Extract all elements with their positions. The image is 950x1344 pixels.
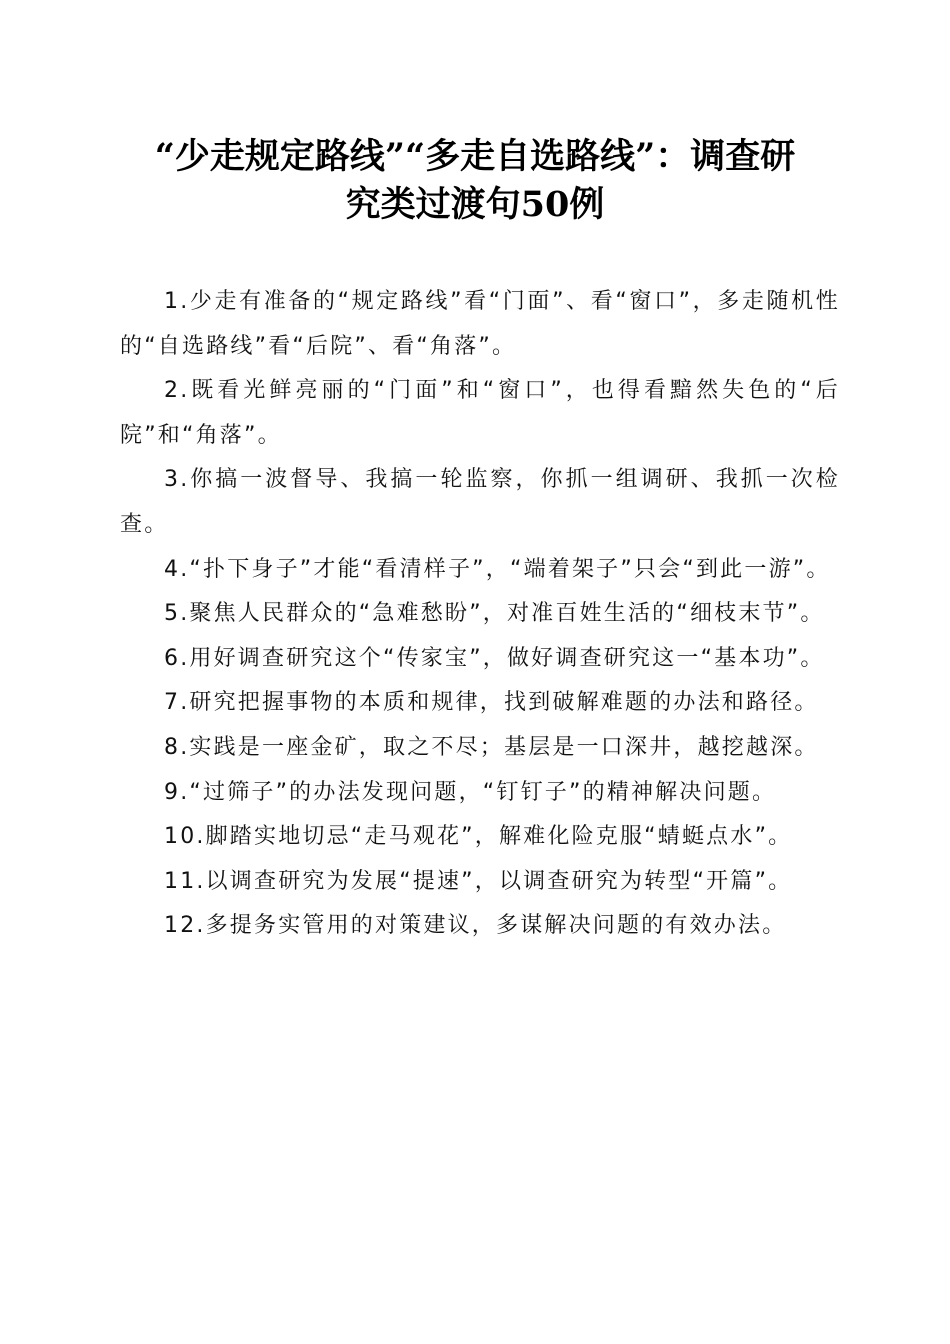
paragraph-9: 9.“过筛子”的办法发现问题，“钉钉子”的精神解决问题。 [164, 779, 777, 805]
title-line-2: 究类过渡句50例 [345, 184, 605, 225]
paragraph-4: 4.“扑下身子”才能“看清样子”，“端着架子”只会“到此一游”。 [164, 556, 831, 582]
paragraph-6: 6.用好调查研究这个“传家宝”，做好调查研究这一“基本功”。 [164, 645, 825, 671]
paragraph-3: 3.你搞一波督导、我搞一轮监察，你抓一组调研、我抓一次检查。 [120, 467, 840, 537]
paragraph-7: 7.研究把握事物的本质和规律，找到破解难题的办法和路径。 [164, 690, 819, 716]
paragraph-2: 2.既看光鲜亮丽的“门面”和“窗口”，也得看黯然失色的“后院”和“角落”。 [120, 378, 840, 448]
paragraph-12: 12.多提务实管用的对策建议，多谋解决问题的有效办法。 [164, 913, 787, 939]
paragraph-8: 8.实践是一座金矿，取之不尽；基层是一口深井，越挖越深。 [164, 734, 819, 760]
paragraph-5: 5.聚焦人民群众的“急难愁盼”，对准百姓生活的“细枝末节”。 [164, 601, 825, 627]
paragraph-1: 1.少走有准备的“规定路线”看“门面”、看“窗口”，多走随机性的“自选路线”看“后院”、看“角落”。 [120, 289, 840, 359]
paragraph-11: 11.以调查研究为发展“提速”，以调查研究为转型“开篇”。 [164, 868, 793, 894]
title-line-1: “少走规定路线”“多走自选路线”：调查研 [154, 136, 796, 177]
paragraph-10: 10.脚踏实地切忌“走马观花”，解难化险克服“蜻蜓点水”。 [164, 824, 793, 850]
document-body [120, 280, 840, 949]
document-title [110, 133, 840, 229]
